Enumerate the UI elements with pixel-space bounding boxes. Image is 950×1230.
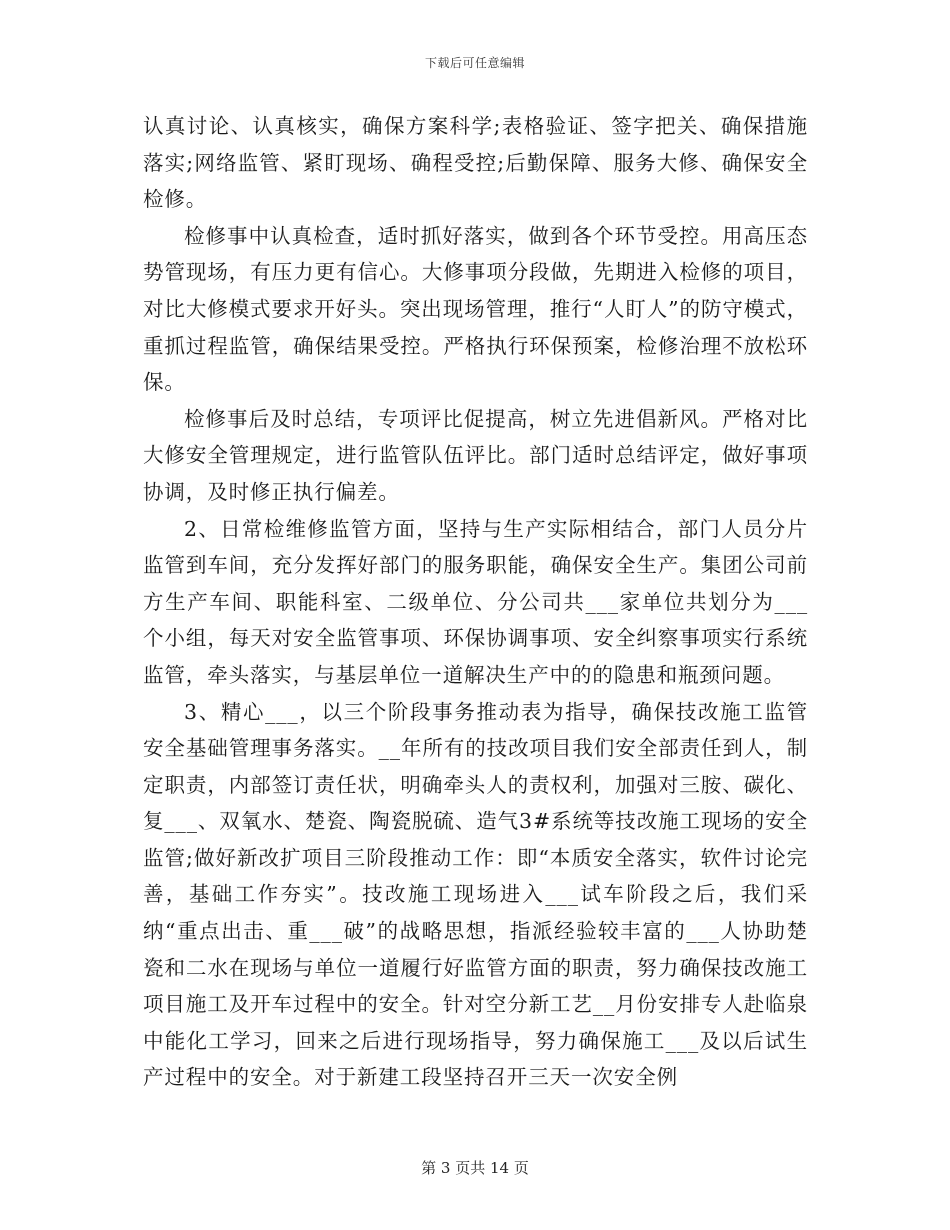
page-header-note: 下载后可任意编辑: [424, 56, 525, 70]
document-body: [143, 108, 808, 1096]
paragraph-item-3: 3、精心___，以三个阶段事务推动表为指导，确保技改施工监管安全基础管理事务落实。__年所有的技改项目我们安全部责任到人，制定职责，内部签订责任状，明确牵头人的责权利，加强对三胺、碳化、复___、双氧水、楚瓷、陶瓷脱硫、造气3#系统等技改施工现场的安全监管;做好新改扩项目三阶段推动工作：即“本质安全落实，软件讨论完善，基础工作夯实”。技改施工现场进入___试车阶段之后，我们采纳“重点出击、重___破”的战略思想，指派经验较丰富的___人协助楚瓷和二水在现场与单位一道履行好监管方面的职责，努力确保技改施工项目施工及开车过程中的安全。针对空分新工艺__月份安排专人赴临泉中能化工学习，回来之后进行现场指导，努力确保施工___及以后试生产过程中的安全。对于新建工段坚持召开三天一次安全例: [143, 699, 808, 1090]
paragraph-inspection-during: 检修事中认真检查，适时抓好落实，做到各个环节受控。用高压态势管现场，有压力更有信心。大修事项分段做，先期进入检修的项目，对比大修模式要求开好头。突出现场管理，推行“人盯人”的防守模式，重抓过程监管，确保结果受控。严格执行环保预案，检修治理不放松环保。: [143, 223, 808, 395]
paragraph-item-2: 2、日常检维修监管方面，坚持与生产实际相结合，部门人员分片监管到车间，充分发挥好部门的服务职能，确保安全生产。集团公司前方生产车间、职能科室、二级单位、分公司共___家单位共划分为___个小组，每天对安全监管事项、环保协调事项、安全纠察事项实行系统监管，牵头落实，与基层单位一道解决生产中的的隐患和瓶颈问题。: [143, 516, 808, 687]
paragraph-inspection-after: 检修事后及时总结，专项评比促提高，树立先进倡新风。严格对比大修安全管理规定，进行监管队伍评比。部门适时总结评定，做好事项协调，及时修正执行偏差。: [143, 406, 808, 504]
page-number: 第 3 页共 14 页: [421, 1159, 529, 1177]
paragraph-continuation: 认真讨论、认真核实，确保方案科学;表格验证、签字把关、确保措施落实;网络监管、紧盯现场、确程受控;后勤保障、服务大修、确保安全检修。: [143, 114, 808, 212]
